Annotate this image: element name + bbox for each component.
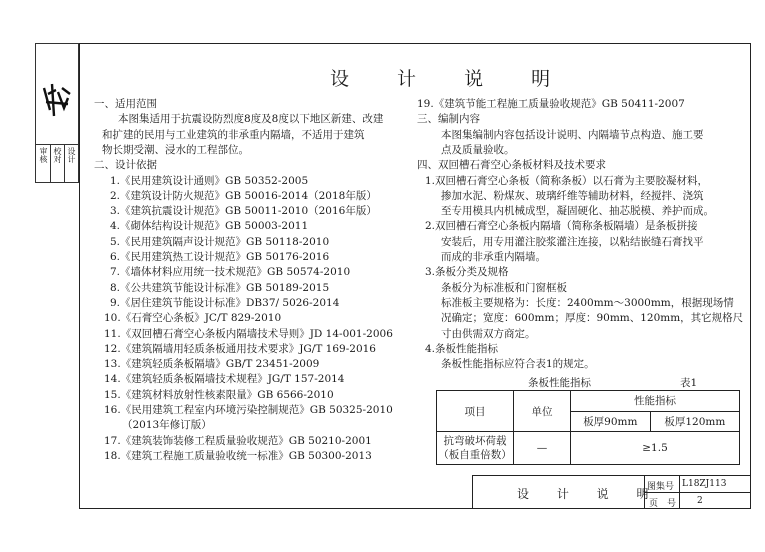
text-line: 一、适用范围 <box>94 98 157 110</box>
row-unit: — <box>514 432 571 465</box>
text-line: 本图集适用于抗震设防烈度8度及8度以下地区新建、改建 <box>118 113 384 126</box>
text-line: 物长期受潮、浸水的工程部位。 <box>102 143 249 156</box>
text-line: 9.《居住建筑节能设计标准》DB37/ 5026-2014 <box>110 296 340 309</box>
text-line: 点及质量验收。 <box>441 143 515 156</box>
text-line: 8.《公共建筑节能设计标准》GB 50189-2015 <box>110 281 330 294</box>
text-line: 四、双回槽石膏空心条板材料及技术要求 <box>417 159 606 172</box>
row-item <box>437 432 514 465</box>
text-line: 7.《墙体材料应用统一技术规范》GB 50574-2010 <box>110 266 351 279</box>
table-row <box>437 432 740 465</box>
text-line: 2.双回槽石膏空心条板内隔墙（简称条板隔墙）是条板拼接 <box>425 220 698 233</box>
text-line: 至专用模具内机械成型，凝固硬化、抽芯脱模、养护而成。 <box>441 205 714 218</box>
text-line: 13.《建筑轻质条板隔墙》GB/T 23451-2009 <box>104 358 320 371</box>
text-line: 安装后，用专用灌注胶浆灌注连接，以粘结嵌缝石膏找平 <box>441 235 704 248</box>
signature-scribble <box>38 80 76 120</box>
table-caption: 条板性能指标 <box>528 377 591 389</box>
side-label-check: 校对 <box>53 147 62 163</box>
header-thickness-120: 板厚120mm <box>650 411 739 432</box>
text-line: 1.《民用建筑设计通则》GB 50352-2005 <box>110 174 309 187</box>
side-label-design: 设计 <box>67 147 76 163</box>
text-line: 标准板主要规格为：长度：2400mm～3000mm，根据现场情 <box>441 296 734 309</box>
text-line: 寸由供需双方商定。 <box>441 327 536 340</box>
header-group: 性能指标 <box>571 391 740 412</box>
text-line: 16.《民用建筑工程室内环境污染控制规范》GB 50325-2010 <box>104 404 393 416</box>
text-line: 14.《建筑轻质条板隔墙技术规程》JG/T 157-2014 <box>104 373 345 386</box>
text-line: 二、设计依据 <box>94 159 157 172</box>
side-signature-strip <box>35 43 79 183</box>
header-thickness-90: 板厚90mm <box>571 411 651 432</box>
row-item-line1: 抗弯破坏荷载 <box>443 435 507 447</box>
title-block-main: 设 计 说 明 <box>517 487 661 501</box>
text-line: 15.《建筑材料放射性核素限量》GB 6566-2010 <box>104 388 334 401</box>
text-line: 本图集编制内容包括设计说明、内隔墙节点构造、施工要 <box>441 128 704 141</box>
atlas-label: 图集号 <box>647 482 675 492</box>
text-line: 而成的非承重内隔墙。 <box>441 251 546 263</box>
page-label: 页 号 <box>649 499 677 509</box>
header-item: 项目 <box>437 391 514 432</box>
row-value: ≥1.5 <box>571 432 740 465</box>
text-line: 2.《建筑设计防火规范》GB 50016-2014（2018年版） <box>110 189 377 202</box>
title-block <box>472 475 751 509</box>
text-line: 4.条板性能指标 <box>425 342 499 355</box>
text-line: 6.《民用建筑热工设计规范》GB 50176-2016 <box>110 251 330 263</box>
text-line: 10.《石膏空心条板》JC/T 829-2010 <box>104 312 282 325</box>
text-line: 3.条板分类及规格 <box>425 266 509 279</box>
page-title: 设 计 说 明 <box>330 68 572 90</box>
text-line: 1.双回槽石膏空心条板（简称条板）以石膏为主要胶凝材料， <box>425 174 709 187</box>
text-line: 3.《建筑抗震设计规范》GB 50011-2010（2016年版） <box>110 205 377 218</box>
text-line: 4.《砌体结构设计规范》GB 50003-2011 <box>110 220 309 233</box>
text-line: 11.《双回槽石膏空心条板内隔墙技术导则》JD 14-001-2006 <box>104 327 393 340</box>
row-item-line2: （板自重倍数） <box>438 449 512 461</box>
page-value: 2 <box>697 496 703 506</box>
text-line: 和扩建的民用与工业建筑的非承重内隔墙，不适用于建筑 <box>102 128 365 141</box>
text-line: 条板性能指标应符合表1的规定。 <box>441 358 595 371</box>
text-line: 三、编制内容 <box>417 113 480 126</box>
text-line: 5.《民用建筑隔声设计规范》GB 50118-2010 <box>110 235 330 248</box>
table-number: 表1 <box>680 377 698 389</box>
text-line: 条板分为标准板和门窗框板 <box>441 281 567 294</box>
text-line: 况确定；宽度：600mm；厚度：90mm、120mm，其它规格尺 <box>441 312 744 325</box>
header-unit: 单位 <box>514 391 571 432</box>
side-label-review: 审核 <box>39 147 48 163</box>
text-line: 12.《建筑隔墙用轻质条板通用技术要求》JG/T 169-2016 <box>104 342 376 355</box>
text-line: 19.《建筑节能工程施工质量验收规范》GB 50411-2007 <box>417 98 685 110</box>
text-line: 18.《建筑工程施工质量验收统一标准》GB 50300-2013 <box>104 449 372 462</box>
text-line: （2013年修订版） <box>122 419 212 432</box>
performance-table <box>436 390 740 465</box>
text-line: 17.《建筑装饰装修工程质量验收规范》GB 50210-2001 <box>104 434 372 447</box>
atlas-value: L18ZJ113 <box>682 479 727 489</box>
text-line: 掺加水泥、粉煤灰、玻璃纤维等辅助材料，经搅拌、浇筑 <box>441 189 704 202</box>
